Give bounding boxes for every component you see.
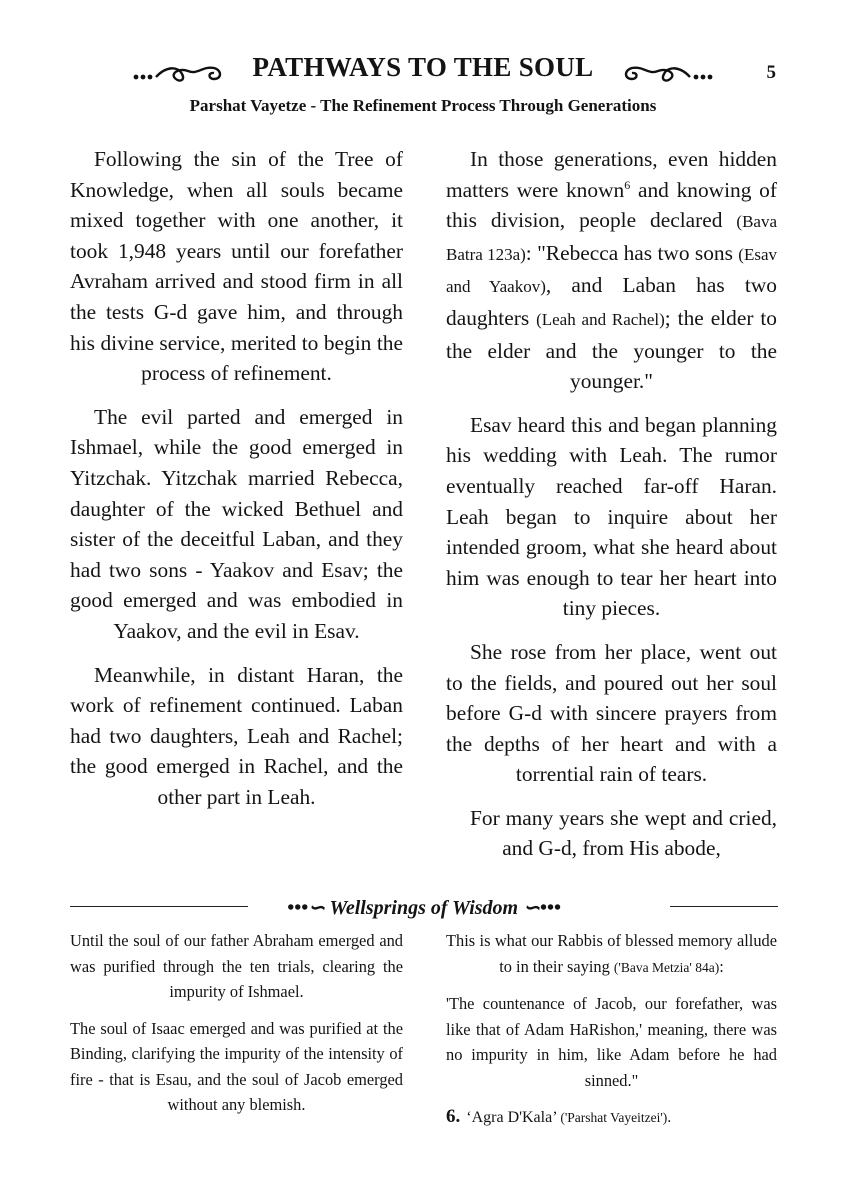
footnote-right-p1-text-a: This is what our Rabbis of blessed memory allude to in their saying xyxy=(446,931,777,976)
right-paragraph-2: Esav heard this and began planning his wedding with Leah. The rumor eventually reached far-off Haran. Leah began to inquire about her intended groom, what she heard about him was enough to tear her heart into tiny pieces. xyxy=(446,412,777,621)
footnote-right-p1-text-b: : xyxy=(719,956,724,976)
right-column xyxy=(446,144,777,877)
divider-title: Wellsprings of Wisdom xyxy=(329,897,519,919)
footnote-6 xyxy=(446,1104,777,1131)
divider-label xyxy=(70,895,778,920)
citation-esav-yaakov: (Esav and Yaakov) xyxy=(446,244,777,297)
footnote-reference-6: 6 xyxy=(624,177,631,192)
footnote-left-paragraph-2: The soul of Isaac emerged and was purified at the Binding, clarifying the impurity of the intensity of fire - that is Esau, and the soul of Jacob emerged without any blemish. xyxy=(70,1018,403,1114)
right-p1-text-d: , and Laban has two daughters xyxy=(446,273,777,330)
citation-bava-batra: (Bava Batra 123a) xyxy=(446,212,777,264)
right-paragraph-1 xyxy=(446,144,777,397)
left-column xyxy=(70,144,403,825)
citation-bava-metzia: ('Bava Metzia' 84a) xyxy=(613,959,720,975)
footnote-6-text: ‘Agra D'Kala’ xyxy=(466,1109,561,1126)
page-title: PATHWAYS TO THE SOUL xyxy=(252,52,594,82)
footnote-left-paragraph-1: Until the soul of our father Abraham emerged and was purified through the ten trials, clearing the impurity of Ishmael. xyxy=(70,931,403,1001)
left-paragraph-1: Following the sin of the Tree of Knowledge, when all souls became mixed together with one another, it took 1,948 years until our forefather Avraham arrived and stood firm in all the tests G-d gave him, and through his divine service, merited to begin the process of refinement. xyxy=(70,147,403,386)
right-paragraph-3: She rose from her place, went out to the fields, and poured out her soul before G-d with sincere prayers from the depths of her heart and with a torrential rain of tears. xyxy=(446,639,777,787)
left-paragraph-2: The evil parted and emerged in Ishmael, while the good emerged in Yitzchak. Yitzchak married Rebecca, daughter of the wicked Bethuel and sister of the deceitful Laban, and they had two sons - Yaakov and Esav; the good emerged and was embodied in Yaakov, and the evil in Esav. xyxy=(70,404,403,643)
right-p1-text-e: ; the elder to the elder and the younger to the younger." xyxy=(446,305,777,394)
citation-leah-rachel: (Leah and Rachel) xyxy=(536,309,665,329)
footnote-6-end: . xyxy=(667,1109,672,1126)
left-paragraph-3: Meanwhile, in distant Haran, the work of refinement continued. Laban had two daughters, Leah and Rachel; the good emerged in Rachel, and the other part in Leah. xyxy=(70,662,403,809)
page-subtitle: Parshat Vayetze - The Refinement Process Through Generations xyxy=(189,96,657,115)
footnote-right-paragraph-1 xyxy=(446,928,777,980)
right-ornament-icon xyxy=(622,62,714,84)
section-divider xyxy=(70,895,778,919)
footnote-6-citation: ('Parshat Vayeitzei') xyxy=(560,1110,668,1125)
right-p1-text-c: : "Rebecca has two sons xyxy=(525,240,739,265)
footnotes-left-column xyxy=(70,928,403,1129)
divider-left-flourish-icon: •••∽ xyxy=(287,897,330,919)
footnote-right-paragraph-2: 'The countenance of Jacob, our forefather, was like that of Adam HaRishon,' meaning, there was no impurity in him, like Adam before he had sinned." xyxy=(446,994,777,1090)
footnote-6-number: 6. xyxy=(446,1106,461,1127)
right-p1-text-a: In those generations, even hidden matters were known xyxy=(446,147,777,202)
page-header xyxy=(0,52,846,88)
divider-right-flourish-icon: ∽••• xyxy=(518,897,561,919)
right-paragraph-4: For many years she wept and cried, and G-d, from His abode, xyxy=(470,805,777,861)
right-p1-text-b: and knowing of this division, people declared xyxy=(446,177,777,233)
divider-line-right xyxy=(670,906,778,907)
footnotes-right-column xyxy=(446,928,777,1131)
page-number: 5 xyxy=(766,62,776,83)
